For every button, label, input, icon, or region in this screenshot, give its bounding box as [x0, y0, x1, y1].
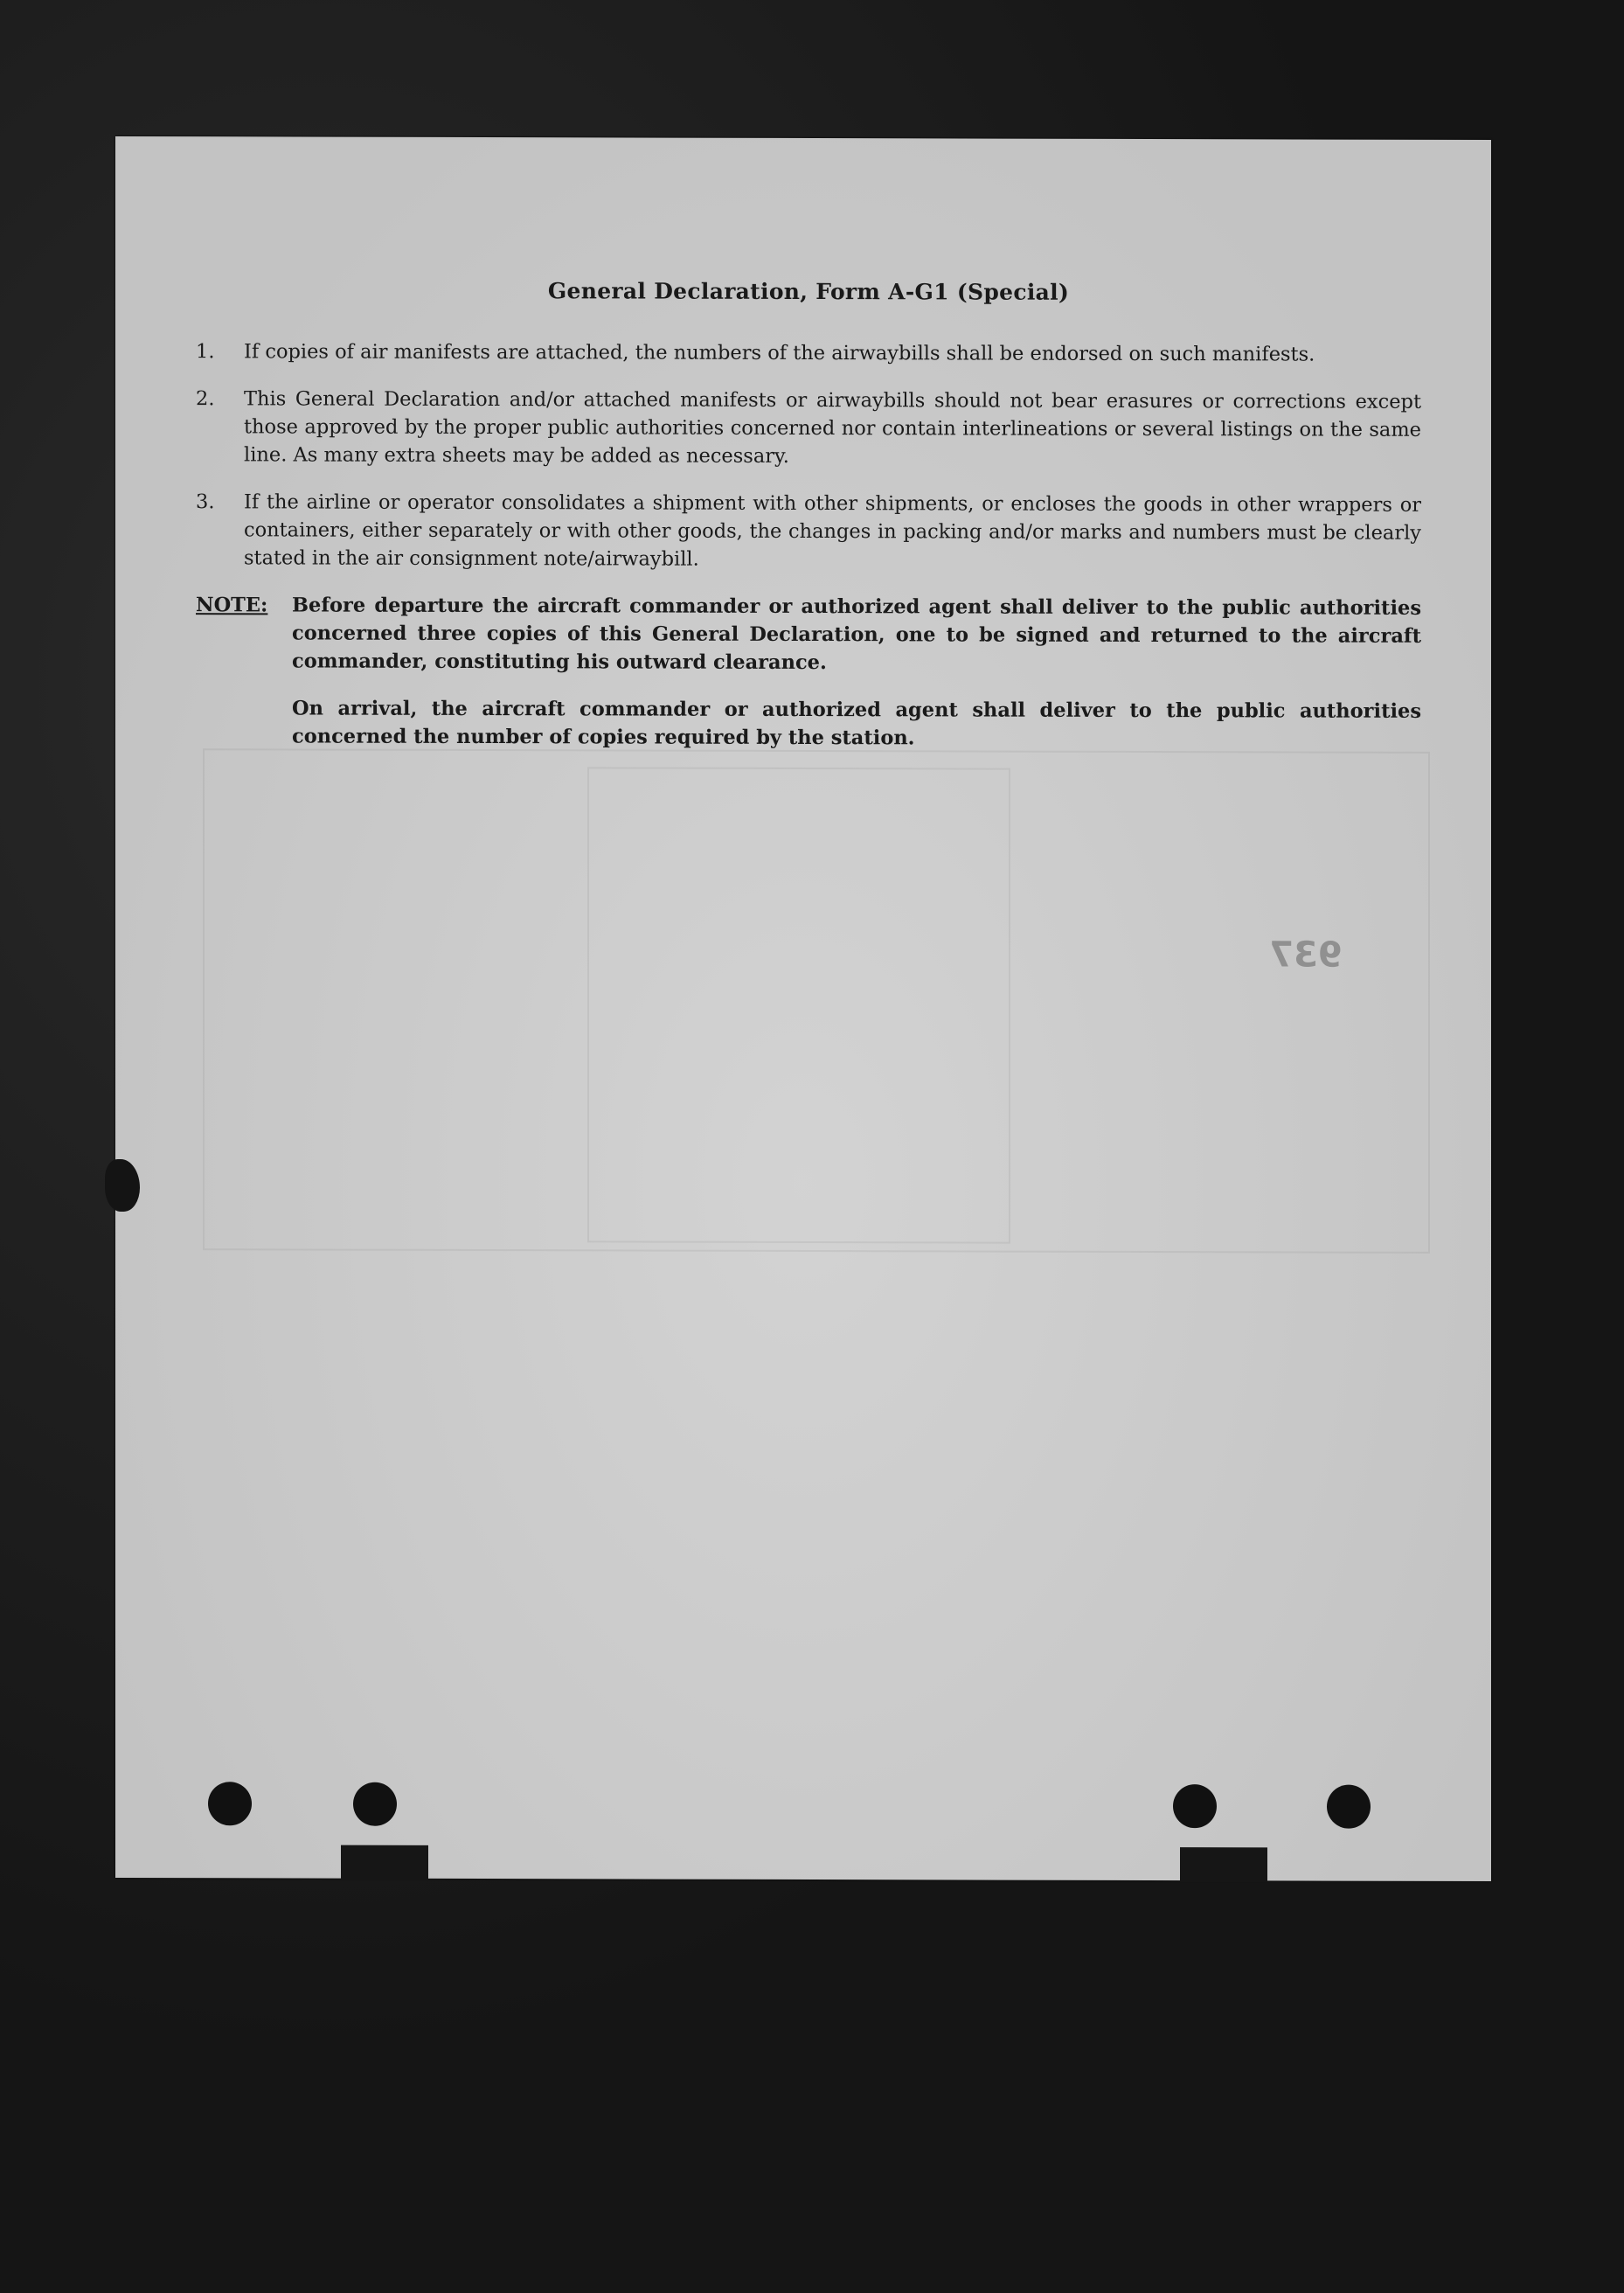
- note-paragraph: Before departure the aircraft commander or authorized agent shall deliver to the public authorities concerned three copies of this General Declaration, one to be signed and returned to the aircraft commander, constituting his outward clearance.: [292, 594, 1421, 675]
- note-paragraph: On arrival, the aircraft commander or authorized agent shall deliver to the public authorities concerned the number of copies required by the station.: [292, 697, 1421, 750]
- document-page: [115, 136, 1491, 1881]
- item-text: If copies of air manifests are attached, the numbers of the airwaybills shall be endorsed on such manifests.: [244, 340, 1315, 366]
- item-text: If the airline or operator consolidates a shipment with other shipments, or encloses the goods in other wrappers or containers, either separately or with other goods, the changes in packing and/or marks and numbers must be clearly stated in the air consignment note/airwaybill.: [244, 490, 1421, 571]
- list-item: [196, 385, 1421, 472]
- binding-tab: [1180, 1847, 1267, 1882]
- item-number: 2.: [196, 387, 215, 411]
- list-item: [196, 337, 1421, 369]
- punch-hole: [208, 1782, 252, 1825]
- item-text: This General Declaration and/or attached manifests or airwaybills should not bear erasures or corrections except those approved by the proper public authorities concerned nor contain interlineations or several listings on the same line. As many extra sheets may be added as necessary.: [244, 387, 1421, 468]
- punch-hole: [353, 1782, 397, 1826]
- punch-hole: [1327, 1785, 1371, 1829]
- note-section: [196, 591, 1421, 773]
- page-title: General Declaration, Form A-G1 (Special): [547, 278, 1070, 305]
- note-body: [292, 591, 1421, 772]
- item-number: 3.: [196, 490, 215, 514]
- declaration-content: [196, 276, 1421, 773]
- punch-hole: [1173, 1784, 1217, 1828]
- stamp-number: 937: [1269, 935, 1343, 976]
- binding-tab: [341, 1845, 428, 1880]
- item-number: 1.: [196, 340, 215, 364]
- show-through-box: [587, 767, 1010, 1243]
- note-label: NOTE:: [196, 594, 268, 617]
- edge-tear: [105, 1159, 140, 1212]
- list-item: [196, 488, 1421, 575]
